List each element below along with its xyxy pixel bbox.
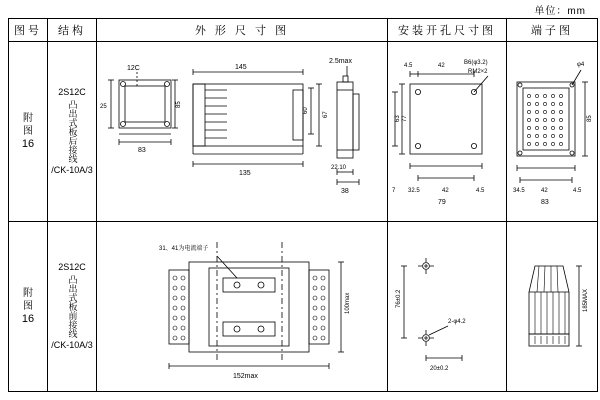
row1-hole-label-42b: 42 — [442, 188, 449, 194]
row2-series: /CK-10A/3 — [51, 340, 93, 350]
row1-outline-label-67: 67 — [323, 111, 329, 118]
row2-code-line-1: 附 — [23, 288, 33, 299]
row2-code-cell — [9, 222, 48, 392]
dimension-table — [8, 18, 598, 392]
row2-structure-cell — [48, 222, 97, 392]
row2-outline-drawing — [97, 222, 385, 390]
row1-outline-cell — [97, 42, 388, 222]
header-code: 图号 — [9, 19, 48, 42]
row2-code-line-3: 16 — [21, 313, 35, 325]
row2-outline-label-100max: 100max — [345, 292, 351, 314]
row2-model: 2S12C — [58, 262, 86, 272]
row1-terminal-label-83: 83 — [541, 199, 549, 206]
row1-outline-label-85: 85 — [176, 101, 182, 108]
row2-outline-label-152max: 152max — [233, 373, 258, 380]
row1-code-line-1: 附 — [23, 113, 33, 124]
row1-hole-cell — [388, 42, 507, 222]
row1-code-cell — [9, 42, 48, 222]
row1-hole-label-77: 77 — [402, 115, 408, 122]
row2-terminal-label-185max: 185MAX — [583, 288, 589, 312]
row1-outline-label-2210: 22.10 — [331, 165, 347, 171]
row1-structure-cell — [48, 42, 97, 222]
row2-hole-drawing — [388, 222, 504, 390]
row2-hole-label-20: 20±0.2 — [430, 366, 449, 372]
table-row — [9, 42, 598, 222]
header-hole: 安装开孔尺寸图 — [388, 19, 507, 42]
row2-outline-note: 31、41为电流端子 — [159, 246, 209, 252]
row1-hole-drawing — [388, 42, 504, 220]
row1-hole-label-45: 4.5 — [404, 63, 413, 69]
row1-structure-desc: 凸出式板后接线 — [67, 100, 78, 163]
row1-outline-label-12c: 12C — [127, 65, 140, 72]
header-structure: 结构 — [48, 19, 97, 42]
row1-terminal-label-42: 42 — [541, 188, 548, 194]
row1-hole-label-42: 42 — [438, 63, 445, 69]
row2-hole-cell — [388, 222, 507, 392]
row2-hole-label-76: 76±0.2 — [396, 289, 402, 308]
row1-hole-label-63: 63 — [395, 115, 401, 122]
row1-outline-label-38: 38 — [341, 188, 349, 195]
row2-outline-cell — [97, 222, 388, 392]
row1-code-line-3: 16 — [21, 138, 35, 150]
row2-terminal-drawing — [507, 222, 595, 390]
row1-model: 2S12C — [58, 87, 86, 97]
row1-outline-label-83: 83 — [138, 147, 146, 154]
row1-terminal-label-phi4: φ4 — [577, 62, 585, 68]
row1-terminal-label-345: 34.5 — [513, 188, 525, 194]
table-header-row — [9, 19, 598, 42]
row1-outline-label-60: 60 — [303, 107, 309, 114]
row1-hole-label-325: 32.5 — [408, 188, 420, 194]
row1-hole-label-45b: 4.5 — [476, 188, 485, 194]
row2-terminal-cell — [507, 222, 598, 392]
row1-terminal-label-45: 4.5 — [573, 188, 582, 194]
header-outline: 外 形 尺 寸 图 — [97, 19, 388, 42]
row1-hole-label-b6: B6(φ3.2) — [464, 60, 488, 66]
row1-outline-label-25: 25 — [100, 104, 107, 110]
row1-series: /CK-10A/3 — [51, 165, 93, 175]
row2-structure-desc: 凸出式板前接线 — [67, 275, 78, 338]
row1-outline-label-145: 145 — [235, 64, 247, 71]
header-terminal: 端子图 — [507, 19, 598, 42]
row1-code-line-2: 图 — [23, 126, 33, 137]
unit-note: 单位：mm — [534, 6, 586, 17]
row1-hole-label-rm2: RM2×2 — [468, 69, 488, 75]
row1-hole-label-7: 7 — [392, 188, 396, 194]
row2-hole-label-2phi42: 2-φ4.2 — [448, 319, 466, 325]
row1-terminal-label-85: 85 — [587, 115, 593, 122]
row1-terminal-cell — [507, 42, 598, 222]
table-row — [9, 222, 598, 392]
row1-outline-label-135: 135 — [239, 170, 251, 177]
row1-outline-label-25max: 2.5max — [329, 58, 352, 65]
row1-hole-label-79: 79 — [438, 199, 446, 206]
row1-terminal-drawing — [507, 42, 595, 220]
row2-code-line-2: 图 — [23, 301, 33, 312]
row1-outline-drawing — [97, 42, 385, 220]
